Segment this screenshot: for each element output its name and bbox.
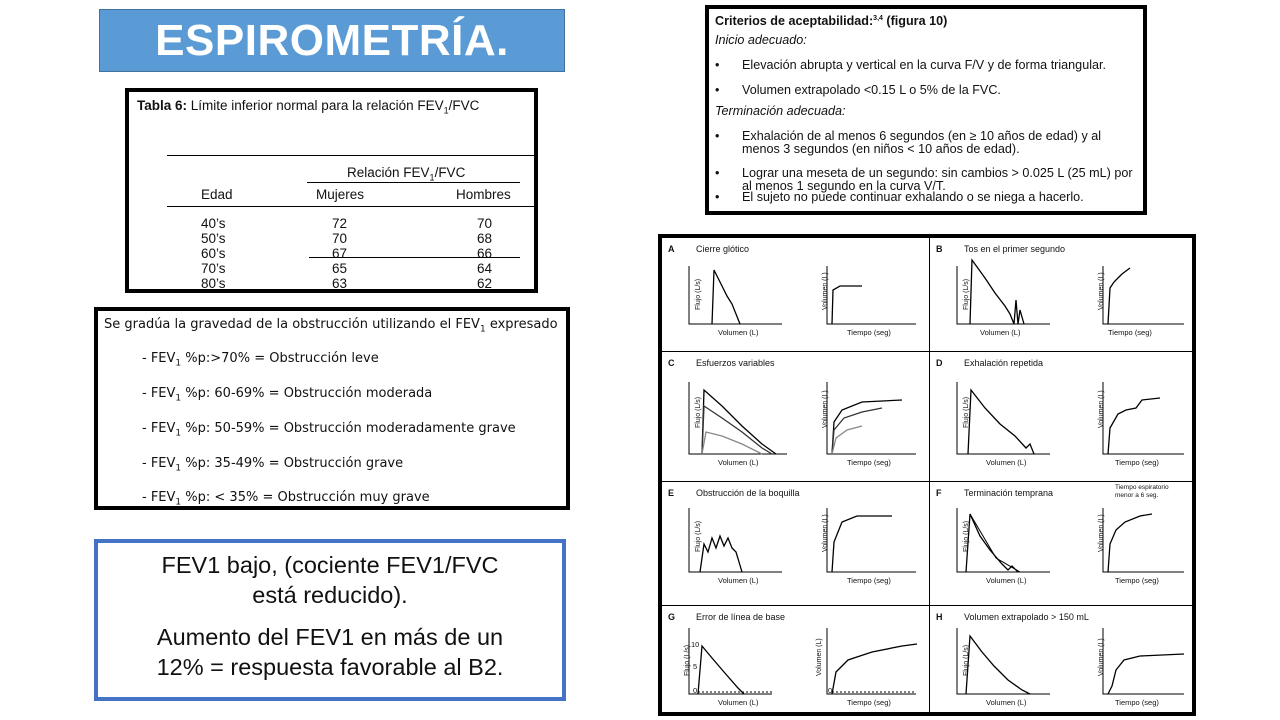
table-strike-line [309,257,520,258]
panel-letter: E [668,488,675,498]
panel-b [930,238,1195,351]
criteria-item: Volumen extrapolado <0.15 L o 5% de la FVC. [742,83,1001,97]
table-cell: 60’s [201,246,226,261]
panel-a [662,238,927,351]
x-axis-label: Volumen (L) [718,328,759,337]
y-tick: 5 [693,662,698,671]
criteria-item: El sujeto no puede continuar exhalando o se niega a hacerlo. [742,190,1084,204]
panel-title: Error de línea de base [696,612,786,622]
table-cell: 40’s [201,216,226,231]
y-axis-label: Flujo (L/s) [963,396,970,428]
table-cell: 64 [477,261,493,276]
y-axis-label: Volumen (L) [816,638,823,676]
y-axis-label: Volumen (L) [822,390,829,428]
table-cell: 70 [332,231,348,246]
f-note: menor a 6 seg. [1115,492,1159,499]
spirometry-curves-figure [658,234,1196,716]
severity-item: - $FEV_1$ %p: < 35% = Obstrucción muy grave [142,490,430,508]
table-caption: Tabla 6: Límite inferior normal para la relación $FEV_1$/FVC [137,98,480,116]
y-tick: 10 [691,640,700,649]
y-axis-label: Flujo (L/s) [695,520,702,552]
x-axis-label: Volumen (L) [980,328,1021,337]
y-tick: 0 [693,686,698,695]
bullet: • [715,166,720,180]
severity-item: - $FEV_1$ %p: 50-59% = Obstrucción moderadamente grave [142,421,516,439]
y-axis-label: Flujo (L/s) [684,644,691,676]
table-cell: 72 [332,216,348,231]
f-note: Tiempo espiratorio [1115,484,1169,491]
y-axis-label: Flujo (L/s) [695,278,702,310]
panel-e [662,482,927,605]
severity-item: - $FEV_1$ %p: 35-49% = Obstrucción grave [142,456,404,474]
y-axis-label: Flujo (L/s) [963,520,970,552]
y-axis-label: Flujo (L/s) [963,644,970,676]
x-axis-label: Volumen (L) [986,698,1027,707]
fev1-callout [94,539,566,701]
x-axis-label: Tiempo (seg) [1115,458,1159,467]
table-cell: 70 [477,216,493,231]
y-axis-label: Volumen (L) [1098,272,1105,310]
callout-line: está reducido). [252,582,408,608]
panel-title: Obstrucción de la boquilla [696,488,800,498]
panel-letter: F [936,488,942,498]
table-group-header: Relación $FEV_1$/FVC [347,165,466,183]
x-axis-label: Volumen (L) [718,698,759,707]
panel-h [930,606,1195,716]
table-cell: 68 [477,231,493,246]
y-axis-label: Volumen (L) [822,514,829,552]
table-cell: 50’s [201,231,226,246]
panel-d [930,352,1195,481]
y-axis-label: Flujo (L/s) [695,396,702,428]
x-axis-label: Tiempo (seg) [847,328,891,337]
y-axis-label: Volumen (L) [1098,390,1105,428]
panel-title: Esfuerzos variables [696,358,775,368]
x-axis-label: Volumen (L) [718,458,759,467]
table-cell: 80’s [201,276,226,291]
panel-letter: H [936,612,943,622]
y-axis-label: Volumen (L) [822,272,829,310]
x-axis-label: Volumen (L) [986,576,1027,585]
x-axis-label: Tiempo (seg) [1115,698,1159,707]
table-cell: 65 [332,261,348,276]
panel-letter: C [668,358,675,368]
column-header-mujeres: Mujeres [316,187,365,202]
table-rule-header [167,206,534,207]
obstruction-severity-box [94,307,570,510]
y-axis-label: Volumen (L) [1098,514,1105,552]
panel-f [930,482,1195,605]
title-banner [99,9,565,72]
column-header-edad: Edad [201,187,233,202]
callout-line: 12% = respuesta favorable al B2. [156,654,504,680]
table-rule-top [167,155,534,156]
panel-title: Cierre glótico [696,244,750,254]
bullet: • [715,190,720,204]
panel-g [662,606,927,716]
x-axis-label: Tiempo (seg) [847,458,891,467]
criteria-subheading: Terminación adecuada: [715,104,846,118]
y-tick: 0 [828,686,833,695]
panel-title: Terminación temprana [964,488,1054,498]
panel-letter: A [668,244,675,254]
panel-title: Tos en el primer segundo [964,244,1066,254]
criteria-item: Lograr una meseta de un segundo: sin cambios > 0.025 L (25 mL) por al menos 1 segundo en la curva V/T. [742,166,1133,193]
fev1-fvc-limit-table [125,88,538,293]
bullet: • [715,58,720,72]
table-cell: 66 [477,246,493,261]
y-axis-label: Flujo (L/s) [963,278,970,310]
table-cell: 62 [477,276,493,291]
table-group-rule [307,182,520,183]
panel-c [662,352,927,481]
x-axis-label: Volumen (L) [718,576,759,585]
severity-item: - $FEV_1$ %p:>70% = Obstrucción leve [142,351,379,369]
severity-heading: Se gradúa la gravedad de la obstrucción utilizando el $FEV_1$ expresado [104,317,558,335]
criteria-subheading: Inicio adecuado: [715,33,807,47]
x-axis-label: Volumen (L) [986,458,1027,467]
callout-line: FEV1 bajo, (cociente FEV1/FVC [161,552,499,578]
table-cell: 67 [332,246,348,261]
bullet: • [715,83,720,97]
panel-letter: G [668,612,676,622]
panel-title: Exhalación repetida [964,358,1044,368]
bullet: • [715,129,720,143]
callout-line: Aumento del FEV1 en más de un [156,624,504,650]
y-axis-label: Volumen (L) [1098,638,1105,676]
panel-title: Volumen extrapolado > 150 mL [964,612,1089,622]
panel-letter: B [936,244,943,254]
table-cell: 70’s [201,261,226,276]
x-axis-label: Tiempo (seg) [847,698,891,707]
column-header-hombres: Hombres [456,187,511,202]
x-axis-label: Tiempo (seg) [1115,576,1159,585]
page-title: ESPIROMETRÍA. [155,15,509,65]
criteria-item: Exhalación de al menos 6 segundos (en ≥ 10 años de edad) y al menos 3 segundos (en niños < 10 años de edad). [742,129,1102,156]
x-axis-label: Tiempo (seg) [1108,328,1152,337]
acceptability-criteria-box [705,5,1147,215]
criteria-item: Elevación abrupta y vertical en la curva F/V y de forma triangular. [742,58,1106,72]
criteria-title: Criterios de aceptabilidad:$^{3,4}$ (figura 10) [715,14,948,29]
panel-letter: D [936,358,943,368]
table-cell: 63 [332,276,348,291]
severity-item: - $FEV_1$ %p: 60-69% = Obstrucción moderada [142,386,433,404]
x-axis-label: Tiempo (seg) [847,576,891,585]
